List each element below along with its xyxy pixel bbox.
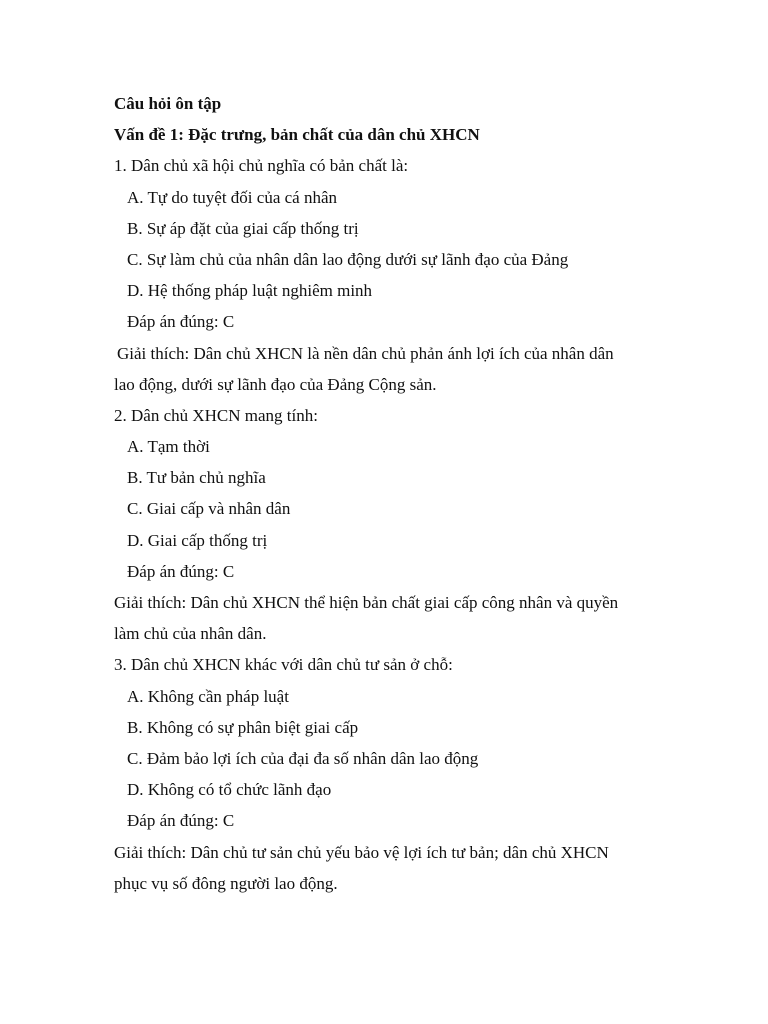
option-c: C. Đảm bảo lợi ích của đại đa số nhân dân lao động — [127, 748, 479, 768]
answer-line: Đáp án đúng: C — [127, 312, 235, 332]
option-a: A. Tạm thời — [127, 437, 210, 457]
document-heading: Câu hỏi ôn tập — [114, 94, 222, 113]
document-body — [114, 88, 654, 899]
answer-line: Đáp án đúng: C — [127, 811, 235, 831]
question-text: 3. Dân chủ XHCN khác với dân chủ tư sản ở chỗ: — [114, 655, 453, 675]
question-block-2 — [114, 400, 654, 650]
option-b: B. Tư bản chủ nghĩa — [127, 468, 266, 488]
option-b: B. Sự áp đặt của giai cấp thống trị — [127, 218, 359, 238]
option-c: C. Giai cấp và nhân dân — [127, 499, 291, 519]
explanation-line: làm chủ của nhân dân. — [114, 624, 267, 644]
option-c: C. Sự làm chủ của nhân dân lao động dưới sự lãnh đạo của Đảng — [127, 249, 569, 269]
option-a: A. Tự do tuyệt đối của cá nhân — [127, 187, 338, 207]
option-d: D. Giai cấp thống trị — [127, 530, 268, 550]
option-b: B. Không có sự phân biệt giai cấp — [127, 717, 359, 737]
question-text: 1. Dân chủ xã hội chủ nghĩa có bản chất là: — [114, 156, 409, 176]
option-d: D. Không có tổ chức lãnh đạo — [127, 780, 332, 800]
question-text: 2. Dân chủ XHCN mang tính: — [114, 405, 318, 425]
explanation-line: phục vụ số đông người lao động. — [114, 873, 338, 893]
answer-line: Đáp án đúng: C — [127, 561, 235, 581]
question-block-1 — [114, 150, 654, 400]
explanation-line: Giải thích: Dân chủ tư sản chủ yếu bảo vệ lợi ích tư bản; dân chủ XHCN — [114, 842, 609, 862]
section-title: Vấn đề 1: Đặc trưng, bản chất của dân chủ XHCN — [114, 125, 480, 145]
question-block-3 — [114, 649, 654, 899]
option-a: A. Không cần pháp luật — [127, 686, 289, 706]
explanation-line: Giải thích: Dân chủ XHCN thể hiện bản chất giai cấp công nhân và quyền — [114, 593, 619, 612]
explanation-line: lao động, dưới sự lãnh đạo của Đảng Cộng sản. — [114, 374, 437, 394]
explanation-line: Giải thích: Dân chủ XHCN là nền dân chủ phản ánh lợi ích của nhân dân — [117, 343, 614, 363]
option-d: D. Hệ thống pháp luật nghiêm minh — [127, 281, 373, 301]
